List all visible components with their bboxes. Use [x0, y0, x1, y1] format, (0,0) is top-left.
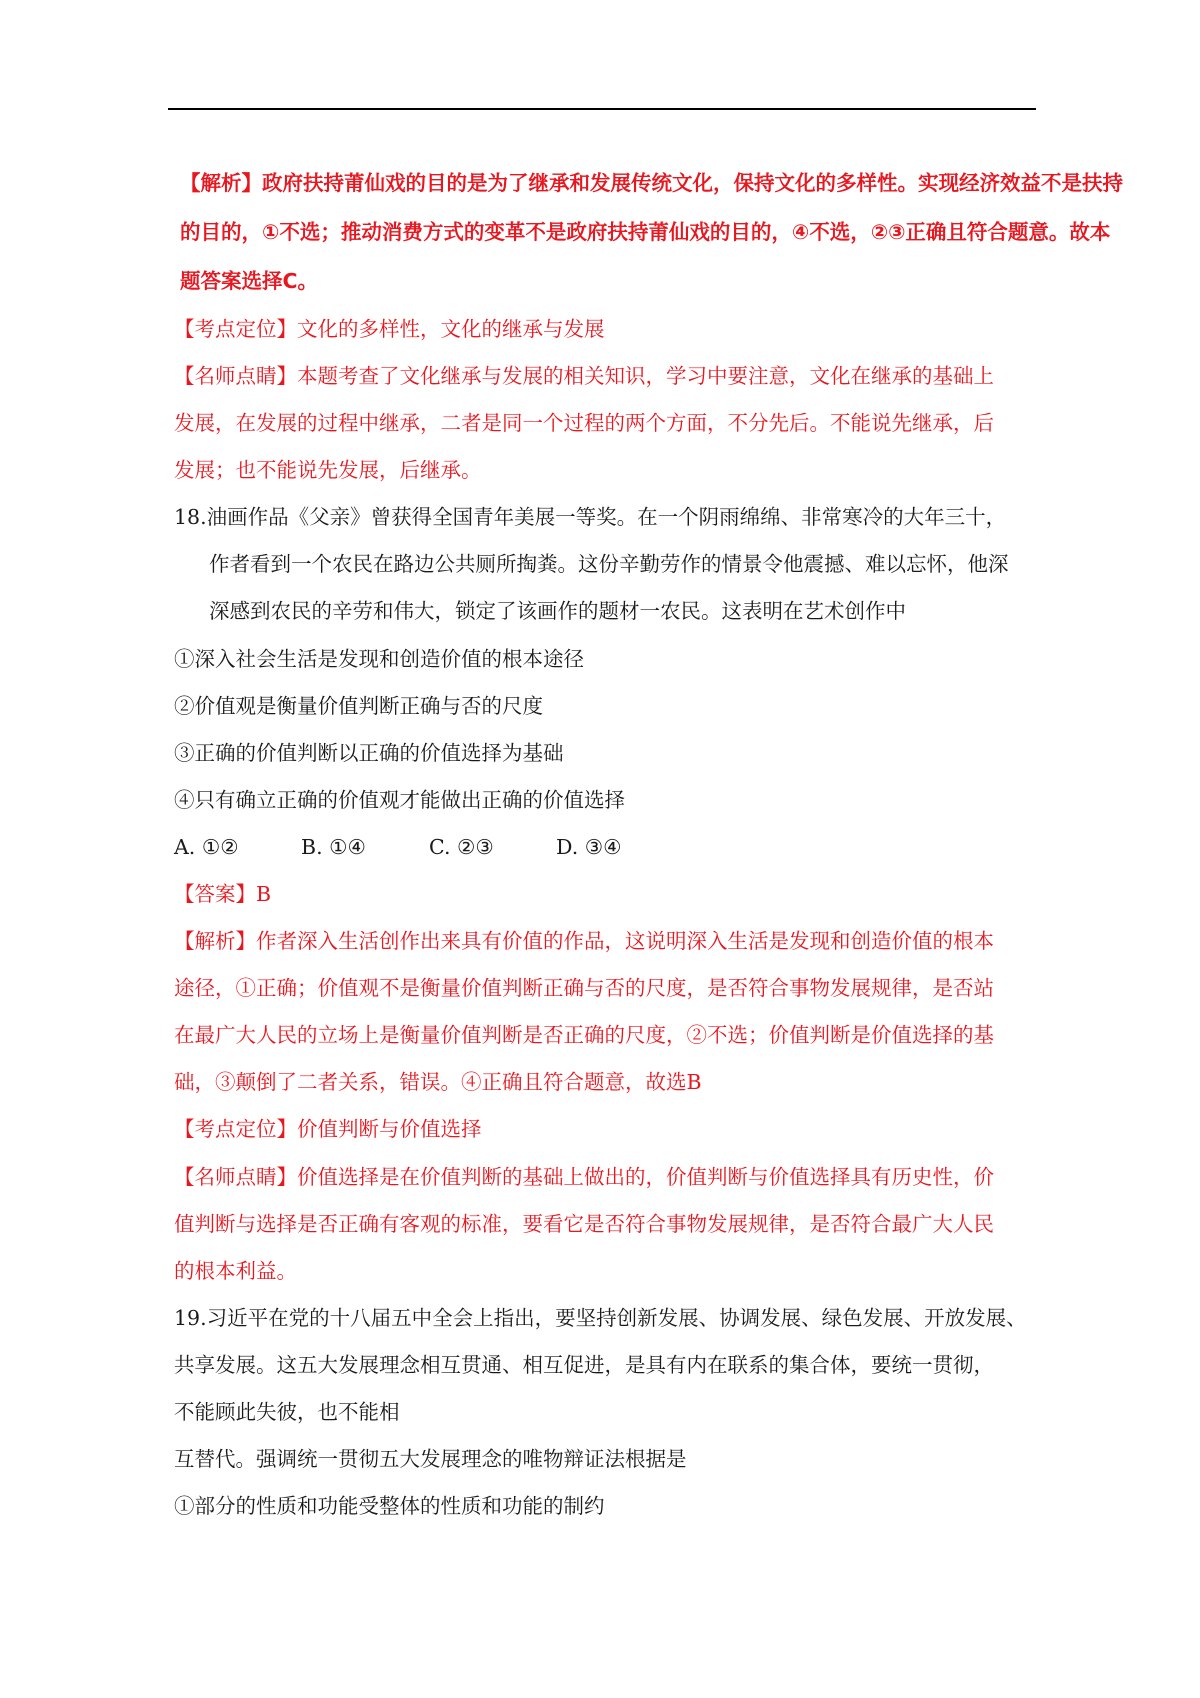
q18-stem-line-1: 18.油画作品《父亲》曾获得全国青年美展一等奖。在一个阴雨绵绵、非常寒冷的大年三十，: [174, 505, 1007, 529]
q19-stem-line-2: 共享发展。这五大发展理念相互贯通、相互促进，是具有内在联系的集合体，要统一贯彻，: [174, 1353, 994, 1377]
q18-answer: 【答案】B: [174, 882, 272, 906]
q18-analysis-line-2: 途径，①正确；价值观不是衡量价值判断正确与否的尺度，是否符合事物发展规律，是否站: [174, 976, 994, 1000]
q18-analysis-line-3: 在最广大人民的立场上是衡量价值判断是否正确的尺度，②不选；价值判断是价值选择的基: [174, 1023, 994, 1047]
q18-key-point: 【考点定位】价值判断与价值选择: [174, 1117, 482, 1141]
q18-stem-line-2: 作者看到一个农民在路边公共厕所掏粪。这份辛勤劳作的情景令他震撼、难以忘怀，他深: [209, 552, 1009, 576]
q18-analysis-line-4: 础，③颠倒了二者关系，错误。④正确且符合题意，故选B: [174, 1070, 702, 1094]
q17-analysis-line-1: 【解析】政府扶持莆仙戏的目的是为了继承和发展传统文化，保持文化的多样性。实现经济效益不是扶持: [180, 171, 1123, 195]
q19-stem-line-1: 19.习近平在党的十八届五中全会上指出，要坚持创新发展、协调发展、绿色发展、开放发展、: [174, 1306, 1027, 1330]
q18-option-c: C. ②③: [429, 835, 494, 859]
q17-analysis-line-2: 的目的，①不选；推动消费方式的变革不是政府扶持莆仙戏的目的，④不选，②③正确且符合题意。故本: [180, 220, 1111, 244]
q17-key-point: 【考点定位】文化的多样性，文化的继承与发展: [174, 317, 605, 341]
q18-option-d: D. ③④: [556, 835, 622, 859]
q19-stem-line-3: 不能顾此失彼，也不能相: [174, 1400, 400, 1424]
q18-stem-line-3: 深感到农民的辛劳和伟大，锁定了该画作的题材一农民。这表明在艺术创作中: [209, 599, 906, 623]
q17-teacher-note-line-2: 发展，在发展的过程中继承，二者是同一个过程的两个方面，不分先后。不能说先继承，后: [174, 411, 994, 435]
q19-statement-1: ①部分的性质和功能受整体的性质和功能的制约: [174, 1494, 605, 1518]
q18-statement-4: ④只有确立正确的价值观才能做出正确的价值选择: [174, 788, 625, 812]
q18-statement-3: ③正确的价值判断以正确的价值选择为基础: [174, 741, 564, 765]
q17-teacher-note-line-3: 发展；也不能说先发展，后继承。: [174, 458, 482, 482]
header-rule: [168, 108, 1036, 110]
q18-option-a: A. ①②: [174, 835, 239, 859]
q18-statement-2: ②价值观是衡量价值判断正确与否的尺度: [174, 694, 543, 718]
q18-analysis-line-1: 【解析】作者深入生活创作出来具有价值的作品，这说明深入生活是发现和创造价值的根本: [174, 929, 994, 953]
q18-options: [174, 832, 622, 862]
q17-teacher-note-line-1: 【名师点睛】本题考查了文化继承与发展的相关知识，学习中要注意，文化在继承的基础上: [174, 364, 994, 388]
q18-teacher-note-line-3: 的根本利益。: [174, 1259, 297, 1283]
q18-teacher-note-line-1: 【名师点睛】价值选择是在价值判断的基础上做出的，价值判断与价值选择具有历史性，价: [174, 1165, 994, 1189]
q19-stem-line-4: 互替代。强调统一贯彻五大发展理念的唯物辩证法根据是: [174, 1447, 687, 1471]
q18-statement-1: ①深入社会生活是发现和创造价值的根本途径: [174, 647, 584, 671]
q18-teacher-note-line-2: 值判断与选择是否正确有客观的标准，要看它是否符合事物发展规律，是否符合最广大人民: [174, 1212, 994, 1236]
q18-option-b: B. ①④: [301, 835, 366, 859]
q17-analysis-line-3: 题答案选择C。: [180, 269, 319, 293]
